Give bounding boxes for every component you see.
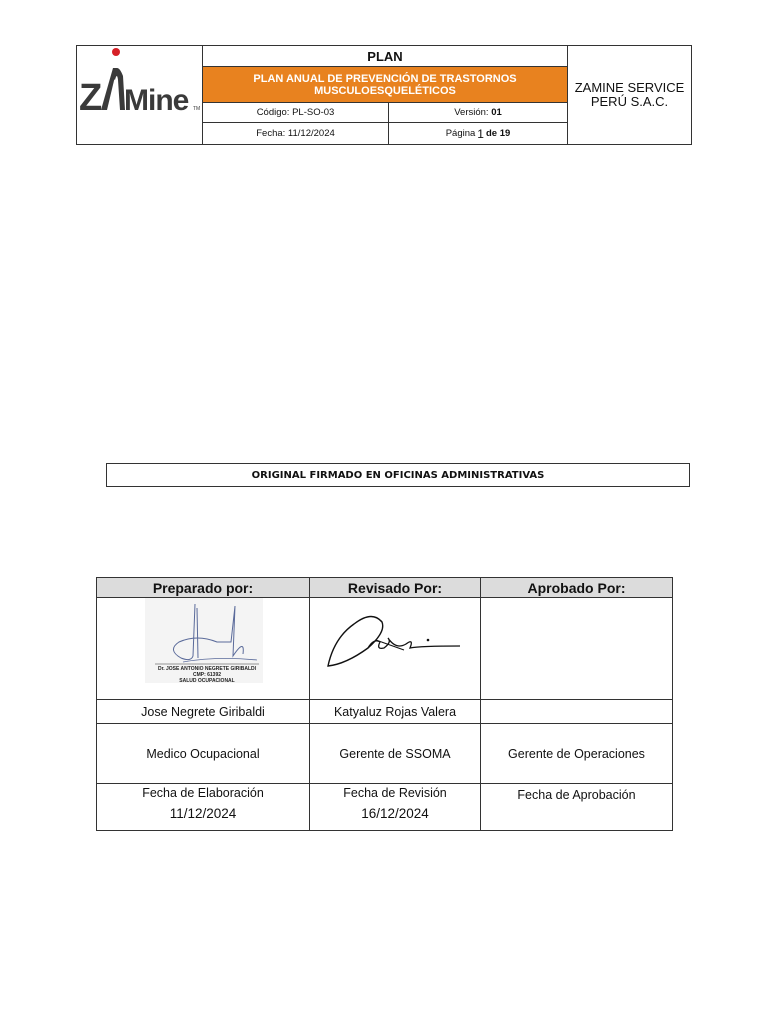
plan-label: PLAN — [203, 46, 567, 67]
page-label: Página — [445, 128, 476, 139]
page-current: 1 — [477, 126, 484, 141]
document-title: PLAN ANUAL DE PREVENCIÓN DE TRASTORNOS MUSCULOESQUELÉTICOS — [203, 67, 567, 103]
reviewed-date-label: Fecha de Revisión — [343, 786, 447, 800]
approved-name — [481, 700, 672, 724]
version-label: Versión: — [454, 107, 489, 118]
header-middle — [203, 46, 567, 144]
prepared-name: Jose Negrete Giribaldi — [97, 700, 309, 724]
prepared-stamp — [147, 666, 267, 684]
approval-table — [96, 577, 673, 831]
approved-header: Aprobado Por: — [481, 578, 672, 598]
reviewed-header: Revisado Por: — [310, 578, 480, 598]
reviewed-signature-cell — [310, 598, 480, 700]
prepared-date-cell — [97, 784, 309, 830]
prepared-signature — [97, 598, 310, 700]
prepared-date-label: Fecha de Elaboración — [142, 786, 264, 800]
prepared-header: Preparado por: — [97, 578, 309, 598]
prepared-column — [97, 578, 310, 830]
prepared-role: Medico Ocupacional — [97, 724, 309, 784]
svg-text:Z: Z — [79, 77, 101, 119]
svg-text:Mine: Mine — [124, 84, 189, 117]
logo-cell — [77, 46, 203, 144]
reviewed-date-cell — [310, 784, 480, 830]
company-name: ZAMINE SERVICE PERÚ S.A.C. — [567, 46, 691, 144]
prepared-date: 11/12/2024 — [169, 806, 237, 821]
document-code: Código: PL-SO-03 — [203, 103, 389, 122]
meta-row-code — [203, 103, 567, 123]
approved-column — [481, 578, 672, 830]
meta-row-date — [203, 123, 567, 144]
document-header — [76, 45, 692, 145]
page-number — [389, 123, 567, 144]
company-logo — [77, 46, 203, 144]
stamp-line: Dr. JOSE ANTONIO NEGRETE GIRIBALDI — [157, 666, 257, 672]
reviewed-date: 16/12/2024 — [361, 806, 429, 821]
original-signed-notice: ORIGINAL FIRMADO EN OFICINAS ADMINISTRATIVAS — [106, 463, 690, 487]
page-total: de 19 — [485, 128, 511, 139]
reviewed-role: Gerente de SSOMA — [310, 724, 480, 784]
approved-signature-cell — [481, 598, 672, 700]
reviewed-name: Katyaluz Rojas Valera — [310, 700, 480, 724]
approved-role: Gerente de Operaciones — [481, 724, 672, 784]
reviewed-column — [310, 578, 481, 830]
approved-date-cell — [481, 784, 672, 830]
stamp-line: CMP: 61392 — [192, 672, 222, 678]
prepared-signature-cell — [97, 598, 309, 700]
stamp-line: SALUD OCUPACIONAL — [179, 678, 235, 684]
document-date: Fecha: 11/12/2024 — [203, 123, 389, 144]
document-version — [389, 103, 567, 122]
version-value: 01 — [491, 107, 502, 118]
approved-date-label: Fecha de Aprobación — [517, 788, 636, 802]
reviewed-signature — [310, 598, 481, 700]
svg-text:TM: TM — [193, 106, 201, 112]
